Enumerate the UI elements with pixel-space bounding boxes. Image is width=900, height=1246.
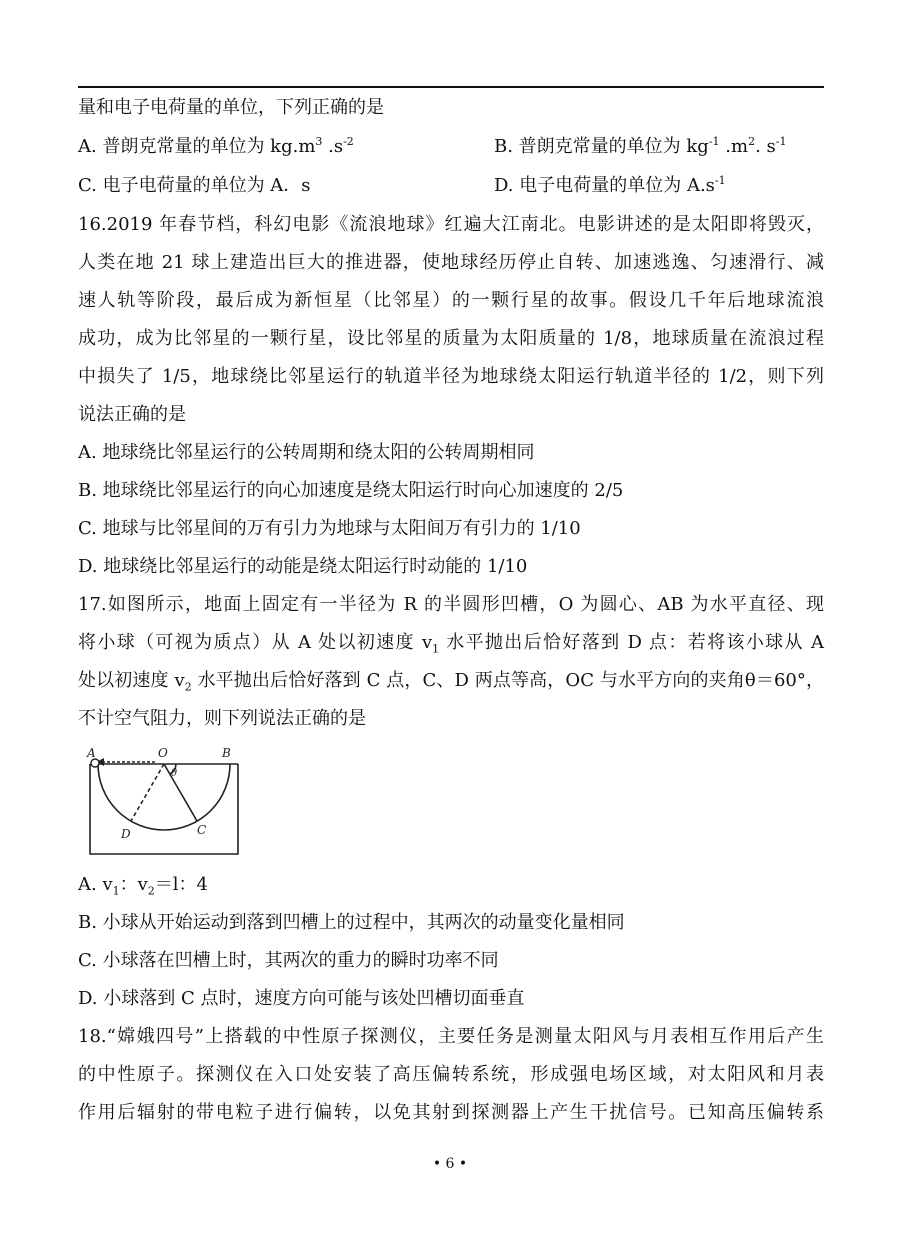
q15-options-row-2	[78, 173, 824, 199]
q15-options-row-1	[78, 134, 824, 160]
q18-stem-line: 作用后辐射的带电粒子进行偏转，以免其射到探测器上产生干扰信号。已知高压偏转系	[78, 1102, 824, 1123]
semicircle-groove-figure	[84, 742, 244, 860]
q15-stem: 量和电子电荷量的单位，下列正确的是	[78, 97, 384, 118]
q17-option-c: C. 小球落在凹槽上时，其两次的重力的瞬时功率不同	[78, 950, 499, 971]
label-theta: θ	[171, 768, 178, 779]
q16-option-d: D. 地球绕比邻星运行的动能是绕太阳运行时动能的 1/10	[78, 556, 528, 577]
q15-option-d: D. 电子电荷量的单位为 $A.s^{-1}$	[494, 174, 726, 196]
q16-option-c: C. 地球与比邻星间的万有引力为地球与太阳间万有引力的 1/10	[78, 518, 581, 539]
label-d: D	[121, 827, 131, 841]
q16-stem-line: 成功，成为比邻星的一颗行星，设比邻星的质量为太阳质量的 1/8，地球质量在流浪过程	[78, 328, 824, 349]
q16-option-a: A. 地球绕比邻星运行的公转周期和绕太阳的公转周期相同	[78, 442, 535, 463]
semicircle-arc	[98, 764, 230, 830]
q17-stem-line: 将小球（可视为质点）从 A 处以初速度 $v_1$ 水平抛出后恰好落到 D 点：若将该小球从 A	[78, 632, 824, 656]
label-b: B	[222, 746, 231, 760]
dashed-od	[131, 764, 164, 821]
radius-oc	[164, 764, 197, 821]
top-rule	[78, 86, 824, 88]
q15-option-c: C. 电子电荷量的单位为 A．s	[78, 175, 311, 196]
q18-stem-line: 18.“嫦娥四号”上搭载的中性原子探测仪，主要任务是测量太阳风与月表相互作用后产生	[78, 1026, 824, 1047]
q16-stem-line: 人类在地 21 球上建造出巨大的推进器，使地球经历停止自转、加速逃逸、匀速滑行、减	[78, 252, 824, 273]
q16-option-b: B. 地球绕比邻星运行的向心加速度是绕太阳运行时向心加速度的 2/5	[78, 480, 624, 501]
page-number: • 6 •	[432, 1156, 468, 1172]
q16-stem-line: 速人轨等阶段，最后成为新恒星（比邻星）的一颗行星的故事。假设几千年后地球流浪	[78, 290, 824, 311]
q18-stem-line: 的中性原子。探测仪在入口处安装了高压偏转系统，形成强电场区域，对太阳风和月表	[78, 1064, 824, 1085]
q17-stem-line: 处以初速度 $v_2$ 水平抛出后恰好落到 C 点，C、D 两点等高，OC 与水平方向的夹角θ＝60°，	[78, 670, 825, 694]
q17-stem-line: 不计空气阻力，则下列说法正确的是	[78, 708, 366, 729]
q15-option-b: B. 普朗克常量的单位为 $kg^{-1}$ $.m^2$. $s^{-1}$	[494, 135, 787, 157]
ball-icon	[91, 759, 99, 767]
q16-stem-line: 16.2019 年春节档，科幻电影《流浪地球》红遍大江南北。电影讲述的是太阳即将毁灭，	[78, 214, 824, 235]
q15-option-a: A. 普朗克常量的单位为 $kg.m^3$ $.s^{-2}$	[78, 135, 354, 157]
q16-stem-line: 中损失了 1/5，地球绕比邻星运行的轨道半径为地球绕太阳运行轨道半径的 1/2，则下列	[78, 366, 824, 387]
label-a: A	[87, 746, 96, 760]
q17-option-b: B. 小球从开始运动到落到凹槽上的过程中，其两次的动量变化量相同	[78, 912, 625, 933]
q17-option-d: D. 小球落到 C 点时，速度方向可能与该处凹槽切面垂直	[78, 988, 525, 1009]
groove-box	[90, 764, 238, 854]
label-o: O	[158, 746, 168, 760]
q17-stem-line: 17.如图所示，地面上固定有一半径为 R 的半圆形凹槽，O 为圆心、AB 为水平直径、现	[78, 594, 824, 615]
q17-option-a: A. $v_1$：$v_2=l$：4	[78, 874, 209, 898]
q16-stem-line: 说法正确的是	[78, 404, 186, 425]
label-c: C	[197, 823, 207, 837]
